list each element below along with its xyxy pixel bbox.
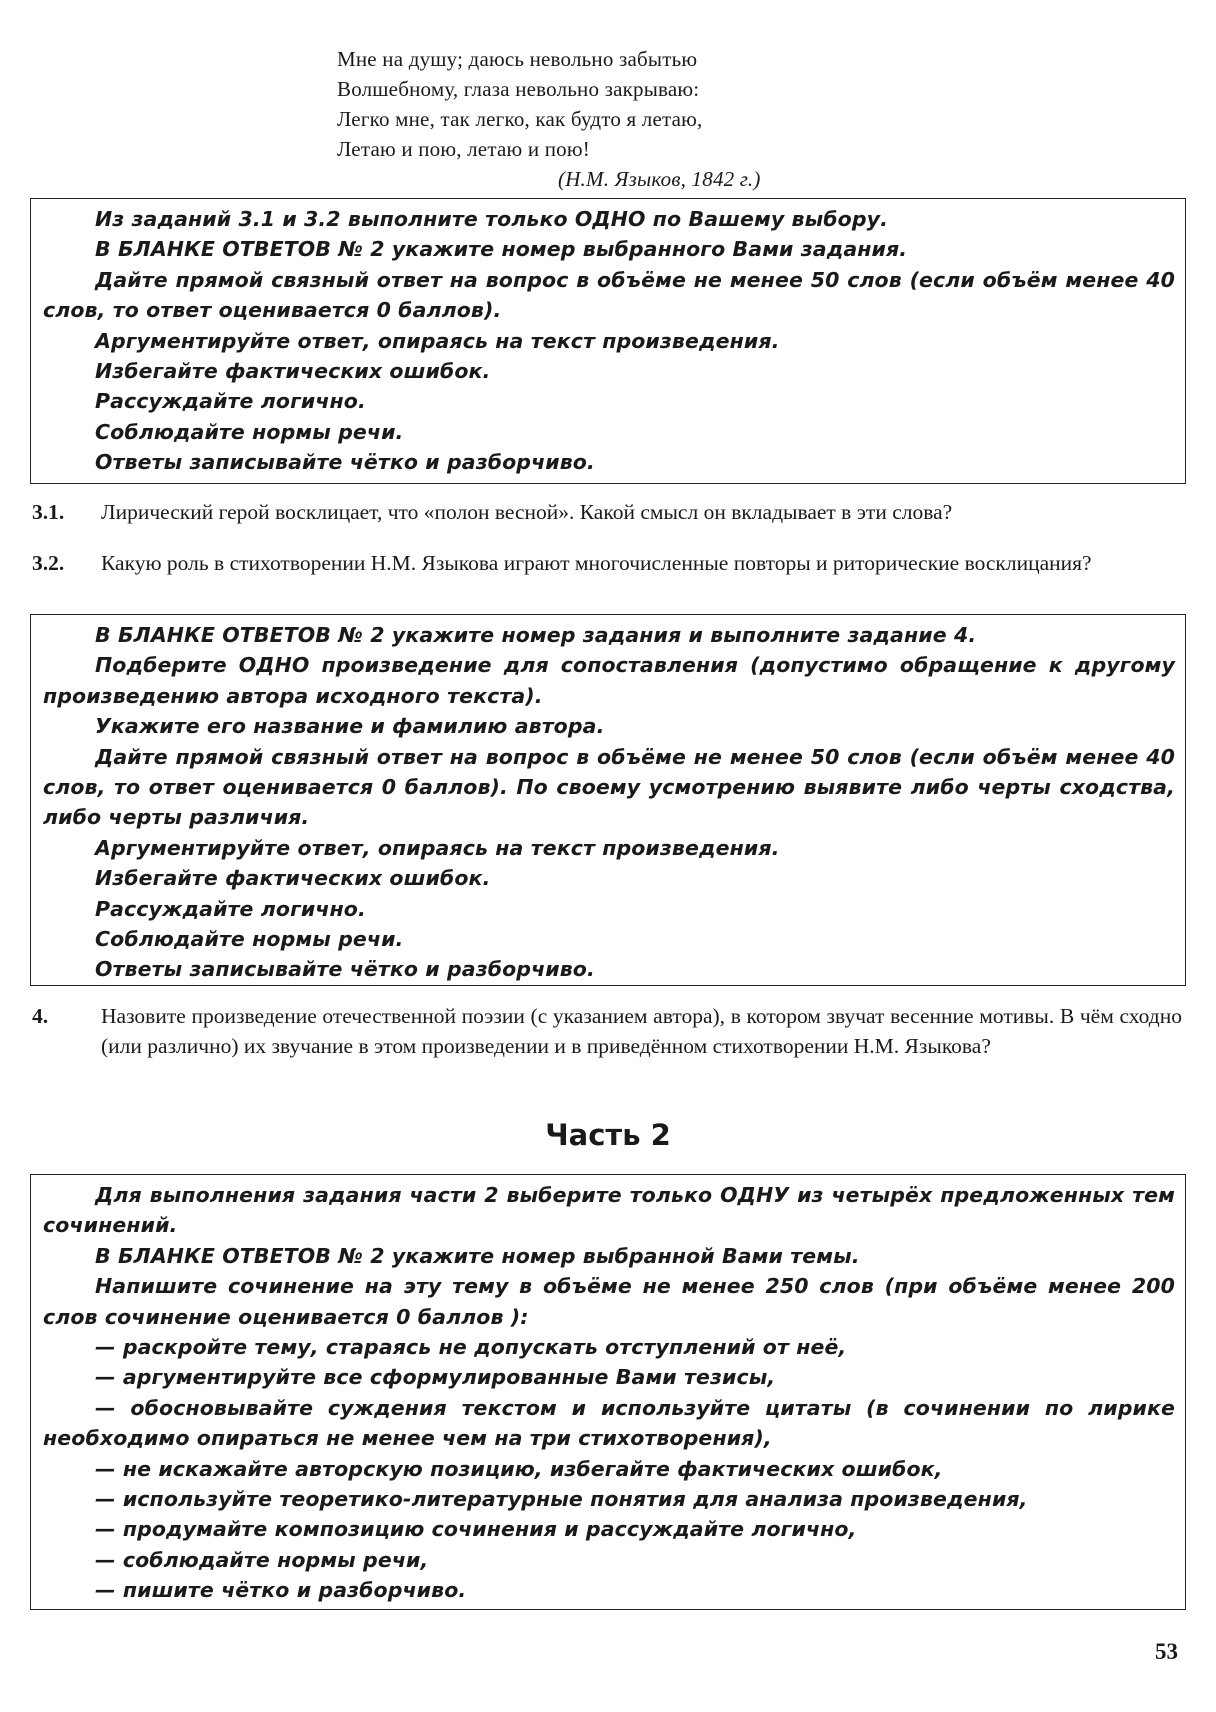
instruction-paragraph: В БЛАНКЕ ОТВЕТОВ № 2 укажите номер задания и выполните задание 4. <box>95 623 977 647</box>
instructions-box-part-2 <box>30 1174 1186 1610</box>
instruction-paragraph: Дайте прямой связный ответ на вопрос в объёме не менее 50 слов (если объём менее 40 слов, то ответ оценивается 0 баллов). <box>43 267 1175 323</box>
instruction-paragraph: — соблюдайте нормы речи, <box>95 1547 429 1572</box>
instruction-paragraph: — не искажайте авторскую позицию, избегайте фактических ошибок, <box>95 1456 943 1481</box>
instruction-paragraph: Дайте прямой связный ответ на вопрос в объёме не менее 50 слов (если объём менее 40 слов, то ответ оценивается 0 баллов). По своему усмотрению выявите либо черты сходства, либо черты различия. <box>43 744 1175 830</box>
task-text: Лирический герой восклицает, что «полон весной». Какой смысл он вкладывает в эти слова? <box>101 500 953 524</box>
instructions-box-tasks-3 <box>30 198 1186 484</box>
poem-line: Легко мне, так легко, как будто я летаю, <box>337 107 703 131</box>
poem-attribution: (Н.М. Языков, 1842 г.) <box>558 167 761 191</box>
instruction-paragraph: Для выполнения задания части 2 выберите только ОДНУ из четырёх предложенных тем сочинений. <box>43 1183 1175 1238</box>
instruction-paragraph: Избегайте фактических ошибок. <box>95 866 491 891</box>
instruction-paragraph: Рассуждайте логично. <box>95 896 366 921</box>
instruction-paragraph: Аргументируйте ответ, опираясь на текст произведения. <box>95 328 780 353</box>
task-3-1 <box>32 497 1182 527</box>
task-number: 3.2. <box>32 551 65 575</box>
instruction-paragraph: Рассуждайте логично. <box>95 389 366 414</box>
instruction-paragraph: Соблюдайте нормы речи. <box>95 927 404 952</box>
task-number: 4. <box>32 1004 49 1028</box>
instruction-paragraph: Избегайте фактических ошибок. <box>95 359 491 384</box>
instruction-paragraph: Напишите сочинение на эту тему в объёме не менее 250 слов (при объёме менее 200 слов сочинение оценивается 0 баллов ): <box>43 1274 1175 1329</box>
instruction-paragraph: — аргументируйте все сформулированные Вами тезисы, <box>95 1365 776 1390</box>
page-number: 53 <box>1155 1639 1178 1664</box>
task-text: Какую роль в стихотворении Н.М. Языкова играют многочисленные повторы и риторические восклицания? <box>101 551 1092 575</box>
section-title: Часть 2 <box>545 1118 671 1152</box>
task-number: 3.1. <box>32 500 65 524</box>
instructions-box-task-4 <box>30 614 1186 986</box>
instruction-paragraph: Из заданий 3.1 и 3.2 выполните только ОДНО по Вашему выбору. <box>95 207 888 231</box>
poem-line: Летаю и пою, летаю и пою! <box>337 137 590 161</box>
poem-excerpt <box>337 44 977 194</box>
instruction-paragraph: Укажите его название и фамилию автора. <box>95 714 605 739</box>
instruction-paragraph: — используйте теоретико-литературные понятия для анализа произведения, <box>95 1487 1028 1512</box>
poem-line: Волшебному, глаза невольно закрываю: <box>337 77 700 101</box>
instruction-paragraph: — обосновывайте суждения текстом и используйте цитаты (в сочинении по лирике необходимо опираться не менее чем на три стихотворения), <box>43 1395 1175 1451</box>
instruction-paragraph: Подберите ОДНО произведение для сопоставления (допустимо обращение к другому произведению автора исходного текста). <box>43 653 1175 708</box>
instruction-paragraph: Ответы записывайте чётко и разборчиво. <box>95 957 595 982</box>
instruction-paragraph: — раскройте тему, стараясь не допускать отступлений от неё, <box>95 1335 847 1360</box>
task-text: Назовите произведение отечественной поэзии (с указанием автора), в котором звучат весенние мотивы. В чём сходно (или различно) их звучание в этом произведении и в приведённом стихотворении Н.М. Языкова? <box>101 1004 1182 1058</box>
instruction-paragraph: В БЛАНКЕ ОТВЕТОВ № 2 укажите номер выбранного Вами задания. <box>95 237 908 262</box>
poem-line: Мне на душу; даюсь невольно забытью <box>337 47 698 71</box>
instruction-paragraph: Соблюдайте нормы речи. <box>95 419 404 444</box>
instruction-paragraph: Аргументируйте ответ, опираясь на текст произведения. <box>95 835 780 860</box>
instruction-paragraph: — продумайте композицию сочинения и рассуждайте логично, <box>95 1517 857 1542</box>
instruction-paragraph: В БЛАНКЕ ОТВЕТОВ № 2 укажите номер выбранной Вами темы. <box>95 1243 860 1268</box>
task-4 <box>32 1001 1182 1061</box>
instruction-paragraph: — пишите чётко и разборчиво. <box>95 1578 467 1603</box>
task-3-2 <box>32 548 1182 578</box>
instruction-paragraph: Ответы записывайте чётко и разборчиво. <box>95 450 595 475</box>
